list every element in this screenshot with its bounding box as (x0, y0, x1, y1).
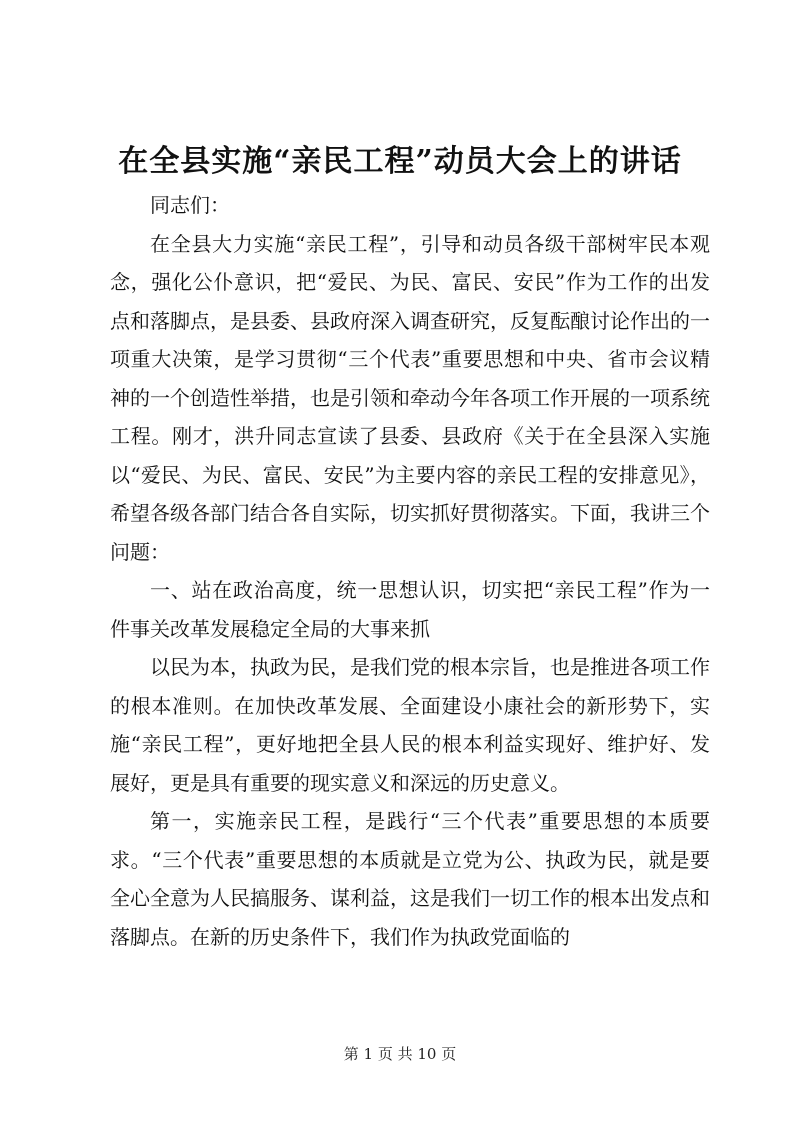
section-heading-1: 一、站在政治高度，统一思想认识，切实把“亲民工程”作为一件事关改革发展稳定全局的大事来抓 (110, 578, 710, 641)
page-footer: 第 1 页 共 10 页 (343, 1045, 457, 1063)
body-paragraph-2: 以民为本，执政为民，是我们党的根本宗旨，也是推进各项工作的根本准则。在加快改革发展、全面建设小康社会的新形势下，实施“亲民工程”，更好地把全县人民的根本利益实现好、维护好、发展好，更是具有重要的现实意义和深远的历史意义。 (110, 655, 710, 795)
body-paragraph-3: 第一，实施亲民工程，是践行“三个代表”重要思想的本质要求。“三个代表”重要思想的本质就是立党为公、执政为民，就是要全心全意为人民搞服务、谋利益，这是我们一切工作的根本出发点和落脚点。在新的历史条件下，我们作为执政党面临的 (110, 809, 710, 949)
document-body (110, 186, 710, 956)
body-paragraph-intro: 在全县大力实施“亲民工程”，引导和动员各级干部树牢民本观念，强化公仆意识，把“爱民、为民、富民、安民”作为工作的出发点和落脚点，是县委、县政府深入调查研究，反复酝酿讨论作出的一项重大决策，是学习贯彻“三个代表”重要思想和中央、省市会议精神的一个创造性举措，也是引领和牵动今年各项工作开展的一项系统工程。刚才，洪升同志宣读了县委、县政府《关于在全县深入实施以“爱民、为民、富民、安民”为主要内容的亲民工程的安排意见》，希望各级各部门结合各自实际，切实抓好贯彻落实。下面，我讲三个问题： (110, 231, 710, 564)
document-title: 在全县实施“亲民工程”动员大会上的讲话 (118, 144, 682, 179)
greeting-paragraph: 同志们： (150, 193, 230, 217)
